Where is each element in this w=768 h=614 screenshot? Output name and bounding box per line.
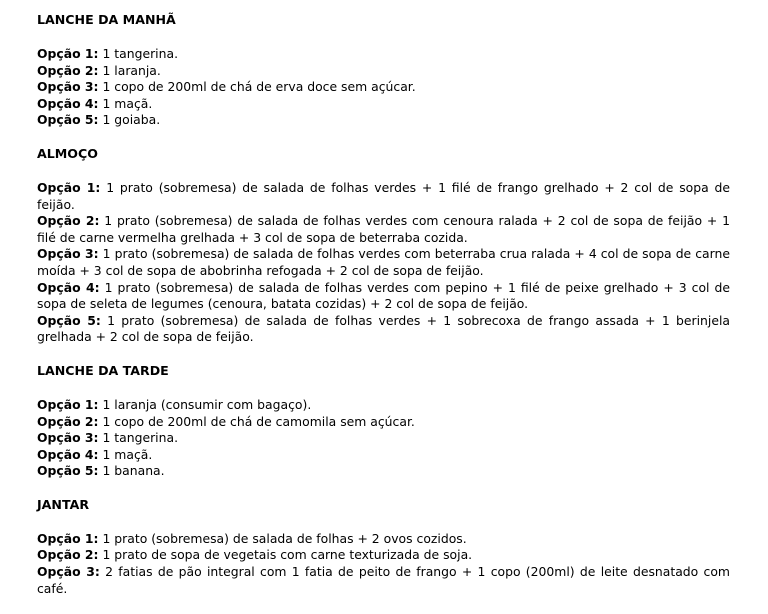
option-text: 1 laranja. — [102, 62, 161, 78]
option-label: Opção 3: — [37, 430, 99, 446]
option-text: 1 copo de 200ml de chá de camomila sem açúcar. — [102, 413, 415, 429]
section-lanche-da-manha — [37, 12, 730, 129]
options-list — [37, 397, 730, 480]
option-label: Opção 4: — [37, 446, 99, 462]
option-label: Opção 3: — [37, 79, 99, 95]
option-item — [37, 46, 730, 63]
option-label: Opção 2: — [37, 62, 99, 78]
section-almoco — [37, 146, 730, 346]
section-title: ALMOÇO — [37, 145, 98, 161]
option-label: Opção 3: — [37, 246, 99, 262]
option-label: Opção 5: — [37, 463, 99, 479]
option-label: Opção 2: — [37, 547, 99, 563]
option-text: 1 prato (sobremesa) de salada de folhas verdes com beterraba crua ralada + 4 col de sopa de carne moída + 3 col de sopa de abobrinha refogada + 2 col de sopa de feijão. — [37, 246, 730, 278]
option-item — [37, 280, 730, 313]
option-item — [37, 79, 730, 96]
option-text: 1 goiaba. — [102, 112, 161, 128]
option-text: 1 tangerina. — [102, 430, 179, 446]
option-text: 1 prato de sopa de vegetais com carne texturizada de soja. — [102, 547, 473, 563]
option-label: Opção 5: — [37, 112, 99, 128]
option-text: 2 fatias de pão integral com 1 fatia de peito de frango + 1 copo (200ml) de leite desnatado com café. — [37, 564, 730, 596]
option-label: Opção 5: — [37, 312, 101, 328]
option-label: Opção 4: — [37, 95, 99, 111]
option-item — [37, 564, 730, 597]
option-text: 1 prato (sobremesa) de salada de folhas verdes + 1 sobrecoxa de frango assada + 1 berinjela grelhada + 2 col de sopa de feijão. — [37, 312, 730, 345]
option-item — [37, 547, 730, 564]
section-jantar — [37, 497, 730, 597]
option-item — [37, 397, 730, 414]
option-text: 1 prato (sobremesa) de salada de folhas verdes com cenoura ralada + 2 col de sopa de feijão + 1 filé de carne vermelha grelhada + 3 col de sopa de beterraba cozida. — [37, 213, 730, 245]
option-item — [37, 180, 730, 213]
options-list — [37, 531, 730, 597]
option-text: 1 laranja (consumir com bagaço). — [102, 396, 312, 412]
option-item — [37, 463, 730, 480]
section-title: JANTAR — [37, 496, 90, 512]
options-list — [37, 46, 730, 129]
option-item — [37, 213, 730, 246]
options-list — [37, 180, 730, 346]
option-text: 1 copo de 200ml de chá de erva doce sem açúcar. — [102, 79, 416, 95]
option-label: Opção 2: — [37, 213, 100, 229]
option-item — [37, 414, 730, 431]
option-label: Opção 3: — [37, 564, 100, 580]
option-label: Opção 2: — [37, 413, 99, 429]
option-item — [37, 246, 730, 279]
option-label: Opção 1: — [37, 530, 99, 546]
option-label: Opção 1: — [37, 179, 101, 195]
option-label: Opção 1: — [37, 46, 99, 61]
option-item — [37, 531, 730, 548]
section-title: LANCHE DA TARDE — [37, 362, 169, 378]
option-text: 1 banana. — [102, 463, 165, 479]
option-text: 1 tangerina. — [102, 46, 179, 61]
option-label: Opção 1: — [37, 396, 99, 412]
option-text: 1 prato (sobremesa) de salada de folhas verdes + 1 filé de frango grelhado + 2 col de sopa de feijão. — [37, 179, 730, 212]
option-text: 1 maçã. — [102, 446, 153, 462]
section-lanche-da-tarde — [37, 363, 730, 480]
meal-plan-document — [37, 12, 730, 614]
section-title: LANCHE DA MANHÃ — [37, 12, 176, 27]
option-label: Opção 4: — [37, 279, 100, 295]
option-item — [37, 63, 730, 80]
option-item — [37, 96, 730, 113]
option-text: 1 prato (sobremesa) de salada de folhas verdes com pepino + 1 filé de peixe grelhado + 3 col de sopa de seleta de legumes (cenoura, batata cozidas) + 2 col de sopa de feijão. — [37, 279, 730, 312]
option-text: 1 prato (sobremesa) de salada de folhas + 2 ovos cozidos. — [102, 530, 467, 546]
option-item — [37, 112, 730, 129]
option-item — [37, 447, 730, 464]
option-item — [37, 430, 730, 447]
option-item — [37, 313, 730, 346]
option-text: 1 maçã. — [102, 95, 153, 111]
